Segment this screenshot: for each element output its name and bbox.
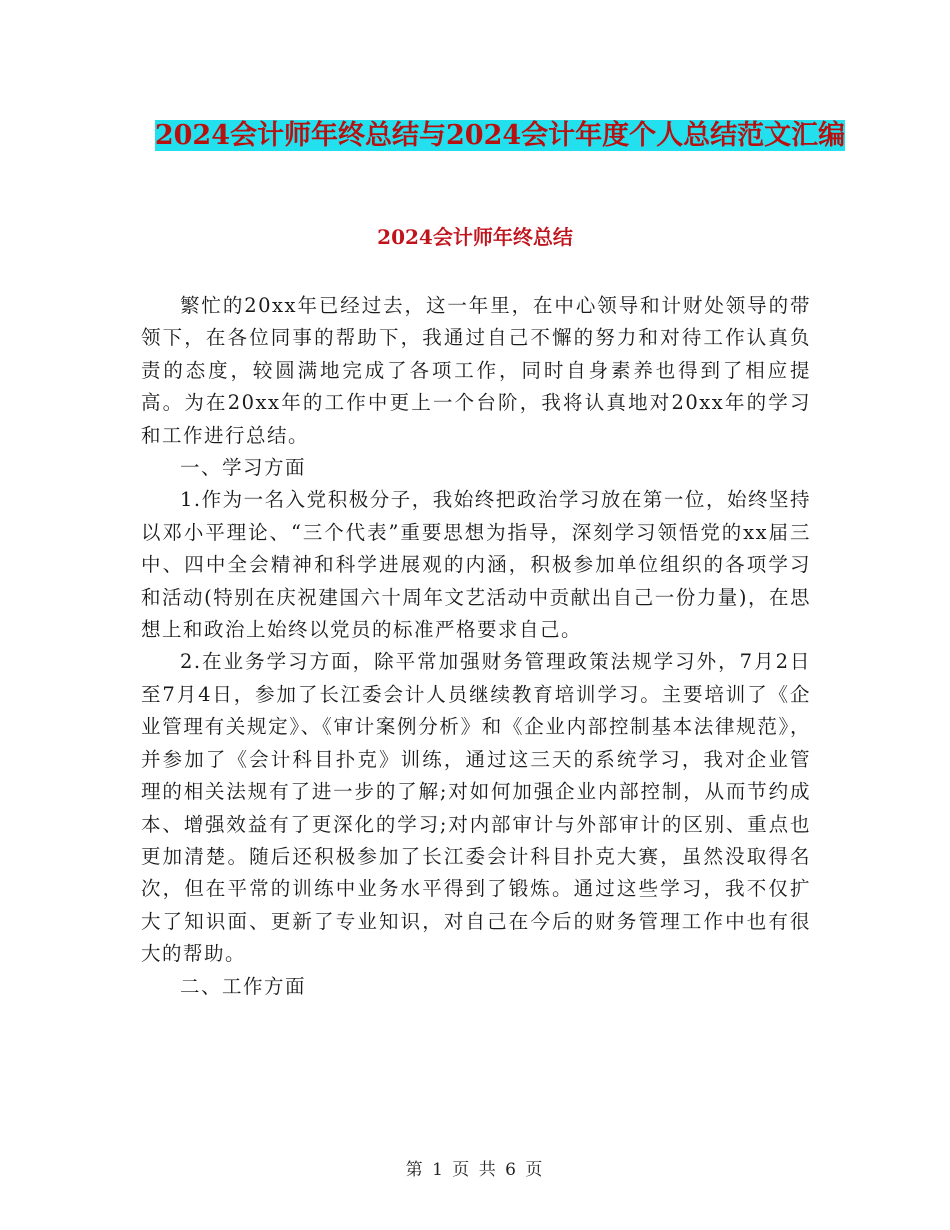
paragraph-study-1: 1.作为一名入党积极分子，我始终把政治学习放在第一位，始终坚持以邓小平理论、“三个代表”重要思想为指导，深刻学习领悟党的xx届三中、四中全会精神和科学进展观的内涵，积极参加单位组织的各项学习和活动(特别在庆祝建国六十周年文艺活动中贡献出自己一份力量)，在思想上和政治上始终以党员的标准严格要求自己。 — [141, 488, 811, 642]
heading-work: 二、工作方面 — [180, 974, 307, 998]
paragraph-study-2: 2.在业务学习方面，除平常加强财务管理政策法规学习外，7月2日至7月4日，参加了长江委会计人员继续教育培训学习。主要培训了《企业管理有关规定》、《审计案例分析》和《企业内部控制基本法律规范》，并参加了《会计科目扑克》训练，通过这三天的系统学习，我对企业管理的相关法规有了进一步的了解;对如何加强企业内部控制，从而节约成本、增强效益有了更深化的学习;对内部审计与外部审计的区别、重点也更加清楚。随后还积极参加了长江委会计科目扑克大赛，虽然没取得名次，但在平常的训练中业务水平得到了锻炼。通过这些学习，我不仅扩大了知识面、更新了专业知识，对自己在今后的财务管理工作中也有很大的帮助。 — [141, 650, 811, 966]
document-title-highlight: 2024会计师年终总结与2024会计年度个人总结范文汇编 — [154, 120, 846, 151]
section-title: 2024会计师年终总结 — [377, 225, 573, 249]
paragraph-intro: 繁忙的20xx年已经过去，这一年里，在中心领导和计财处领导的带领下，在各位同事的帮助下，我通过自己不懈的努力和对待工作认真负责的态度，较圆满地完成了各项工作，同时自身素养也得到了相应提高。为在20xx年的工作中更上一个台阶，我将认真地对20xx年的学习和工作进行总结。 — [141, 294, 811, 447]
page-footer: 第 1 页 共 6 页 — [405, 1160, 545, 1180]
document-body — [141, 290, 811, 1003]
document-title — [140, 112, 860, 160]
heading-study: 一、学习方面 — [180, 456, 307, 480]
